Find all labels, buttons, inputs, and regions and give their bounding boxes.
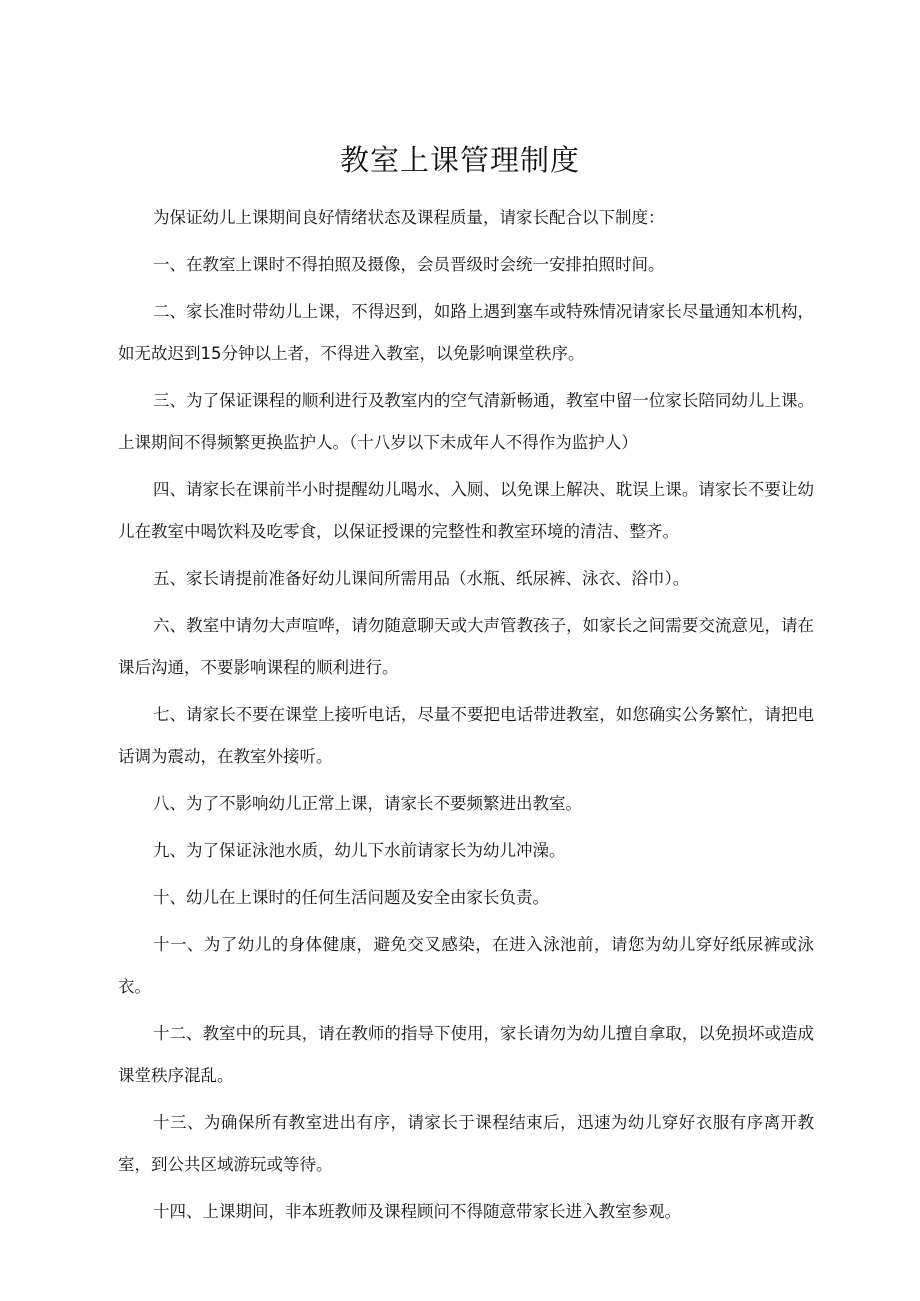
rule-11: 十一、为了幼儿的身体健康，避免交叉感染，在进入泳池前，请您为幼儿穿好纸尿裤或泳衣。	[118, 935, 814, 996]
rule-3: 三、为了保证课程的顺利进行及教室内的空气清新畅通，教室中留一位家长陪同幼儿上课。上课期间不得频繁更换监护人。（十八岁以下未成年人不得作为监护人）	[118, 391, 814, 452]
rule-14: 十四、上课期间，非本班教师及课程顾问不得随意带家长进入教室参观。	[153, 1202, 681, 1221]
rule-12: 十二、教室中的玩具，请在教师的指导下使用，家长请勿为幼儿擅自拿取，以免损坏或造成课堂秩序混乱。	[118, 1024, 814, 1085]
intro-paragraph: 为保证幼儿上课期间良好情绪状态及课程质量，请家长配合以下制度：	[153, 208, 665, 227]
rule-9: 九、为了保证泳池水质，幼儿下水前请家长为幼儿冲澡。	[153, 841, 566, 860]
rule-4: 四、请家长在课前半小时提醒幼儿喝水、入厕、以免课上解决、耽误上课。请家长不要让幼儿在教室中喝饮料及吃零食，以保证授课的完整性和教室环境的清洁、整齐。	[118, 480, 814, 541]
document-title: 教室上课管理制度	[339, 143, 580, 177]
rule-6: 六、教室中请勿大声喧哗，请勿随意聊天或大声管教孩子，如家长之间需要交流意见，请在课后沟通，不要影响课程的顺利进行。	[118, 616, 814, 677]
rule-1: 一、在教室上课时不得拍照及摄像，会员晋级时会统一安排拍照时间。	[153, 255, 665, 274]
rule-7: 七、请家长不要在课堂上接听电话，尽量不要把电话带进教室，如您确实公务繁忙，请把电话调为震动，在教室外接听。	[118, 705, 814, 766]
rule-10: 十、幼儿在上课时的任何生活问题及安全由家长负责。	[153, 888, 549, 907]
document-body	[118, 197, 814, 1238]
rule-2: 二、家长准时带幼儿上课，不得迟到，如路上遇到塞车或特殊情况请家长尽量通知本机构，如无故迟到15分钟以上者，不得进入教室，以免影响课堂秩序。	[118, 302, 814, 363]
rule-13: 十三、为确保所有教室进出有序，请家长于课程结束后，迅速为幼儿穿好衣服有序离开教室，到公共区域游玩或等待。	[118, 1113, 814, 1174]
rule-5: 五、家长请提前准备好幼儿课间所需用品（水瓶、纸尿裤、泳衣、浴巾）。	[153, 569, 690, 588]
rule-8: 八、为了不影响幼儿正常上课，请家长不要频繁进出教室。	[153, 794, 582, 813]
